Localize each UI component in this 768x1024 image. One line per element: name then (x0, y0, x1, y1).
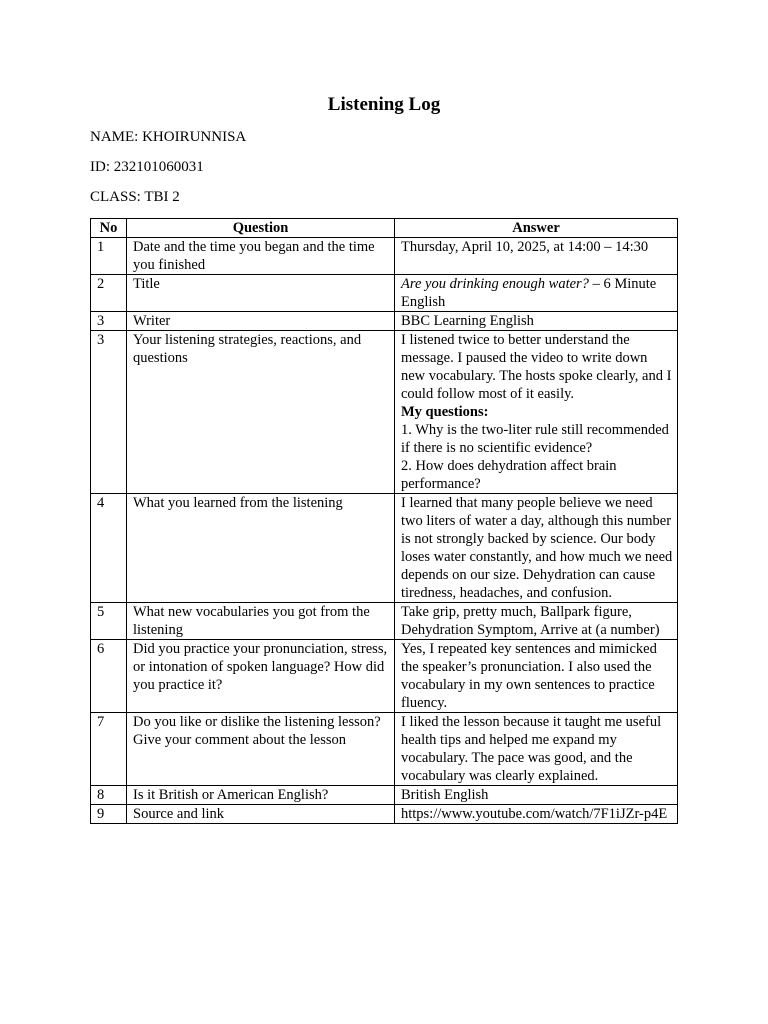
row-number: 2 (91, 275, 127, 312)
table-row (91, 275, 678, 312)
table-row (91, 331, 678, 494)
row-question: Your listening strategies, reactions, and questions (127, 331, 395, 494)
row-answer: Take grip, pretty much, Ballpark figure, Dehydration Symptom, Arrive at (a number) (395, 603, 678, 640)
row-question: What new vocabularies you got from the listening (127, 603, 395, 640)
row-answer (395, 275, 678, 312)
table-row (91, 238, 678, 275)
row-question: Is it British or American English? (127, 786, 395, 805)
row-answer: British English (395, 786, 678, 805)
row-question: What you learned from the listening (127, 494, 395, 603)
table-row (91, 603, 678, 640)
table-row (91, 805, 678, 824)
row-number: 1 (91, 238, 127, 275)
table-header-row (91, 219, 678, 238)
answer-question-1: 1. Why is the two-liter rule still recommended if there is no scientific evidence? (401, 422, 669, 456)
row-number: 7 (91, 713, 127, 786)
row-answer (395, 331, 678, 494)
row-question: Date and the time you began and the time you finished (127, 238, 395, 275)
row-number: 4 (91, 494, 127, 603)
document-title: Listening Log (327, 94, 441, 115)
row-answer: Yes, I repeated key sentences and mimicked the speaker’s pronunciation. I also used the vocabulary in my own sentences to practice fluency. (395, 640, 678, 713)
answer-strategies: I listened twice to better understand the message. I paused the video to write down new vocabulary. The hosts spoke clearly, and I could follow most of it easily. (401, 332, 672, 402)
row-question: Title (127, 275, 395, 312)
answer-question-2: 2. How does dehydration affect brain performance? (401, 458, 617, 492)
table-row (91, 312, 678, 331)
answer-title-rest: – 6 Minute English (401, 276, 657, 310)
student-name: NAME: KHOIRUNNISA (90, 129, 247, 145)
row-number: 5 (91, 603, 127, 640)
row-number: 9 (91, 805, 127, 824)
student-class: CLASS: TBI 2 (90, 189, 180, 205)
table-row (91, 786, 678, 805)
row-question: Do you like or dislike the listening lesson? Give your comment about the lesson (127, 713, 395, 786)
row-number: 3 (91, 312, 127, 331)
header-no: No (91, 219, 127, 238)
row-answer: I liked the lesson because it taught me useful health tips and helped me expand my vocabulary. The pace was good, and the vocabulary was clearly explained. (395, 713, 678, 786)
row-question: Did you practice your pronunciation, stress, or intonation of spoken language? How did you practice it? (127, 640, 395, 713)
table-row (91, 640, 678, 713)
row-answer: Thursday, April 10, 2025, at 14:00 – 14:30 (395, 238, 678, 275)
header-question: Question (127, 219, 395, 238)
student-id: ID: 232101060031 (90, 159, 204, 175)
row-answer: BBC Learning English (395, 312, 678, 331)
table-row (91, 713, 678, 786)
row-question: Writer (127, 312, 395, 331)
answer-questions-label: My questions: (401, 404, 489, 420)
row-number: 6 (91, 640, 127, 713)
row-answer: I learned that many people believe we need two liters of water a day, although this number is not strongly backed by science. Our body loses water constantly, and how much we need depends on our size. Dehydration can cause tiredness, headaches, and confusion. (395, 494, 678, 603)
row-number: 8 (91, 786, 127, 805)
source-link[interactable]: https://www.youtube.com/watch/7F1iJZr-p4E (395, 805, 678, 824)
table-row (91, 494, 678, 603)
row-question: Source and link (127, 805, 395, 824)
row-number: 3 (91, 331, 127, 494)
answer-title-italic: Are you drinking enough water? (401, 276, 589, 292)
listening-log-table (90, 218, 678, 824)
header-answer: Answer (395, 219, 678, 238)
